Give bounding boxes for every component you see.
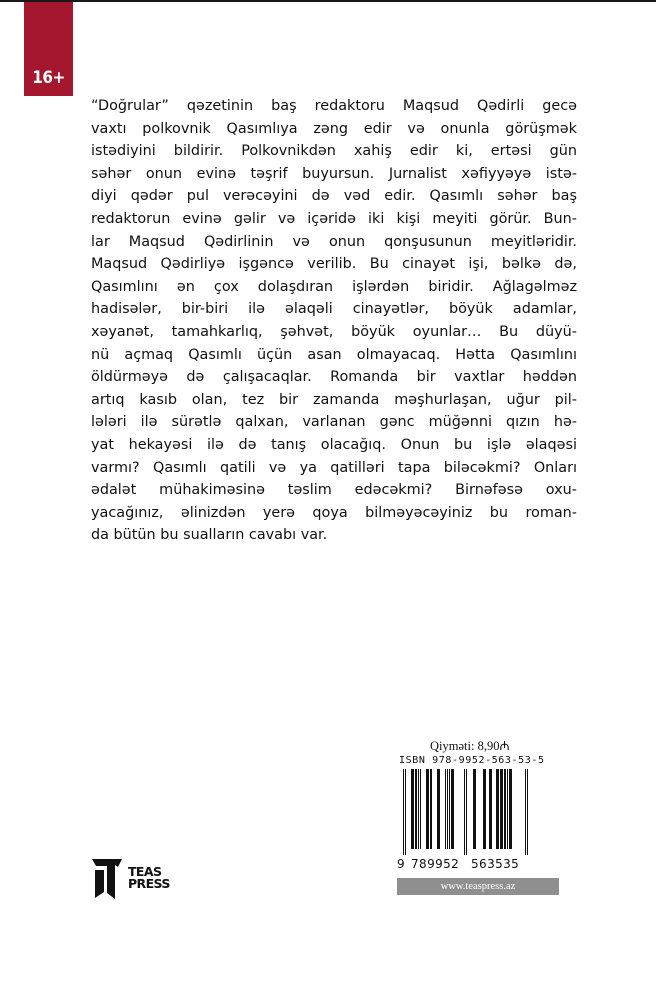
blurb-line: yacağınız, əlinizdən yerə qoya bilməyəcəyiniz bu roman- <box>91 504 577 521</box>
blurb-line: yat hekayəsi ilə də tanış olacağıq. Onun bu işlə əlaqəsi <box>91 436 577 453</box>
publisher-name-line1: TEAS <box>128 864 162 879</box>
barcode-bar <box>420 769 421 849</box>
blurb-line: redaktorun evinə gəlir və içəridə iki kişi meyiti görür. Bun- <box>91 210 577 227</box>
blurb-line: vaxtı polkovnik Qasımlıya zəng edir və onunla görüşmək <box>91 120 577 137</box>
barcode-bar <box>445 769 446 849</box>
top-border-line <box>0 0 656 2</box>
blurb-line: “Doğrular” qəzetinin baş redaktoru Maqsud Qədirli gecə <box>91 98 577 114</box>
barcode-bar <box>449 769 450 849</box>
barcode-image <box>403 769 529 855</box>
barcode-guard-bar <box>464 769 465 855</box>
barcode-bar <box>504 769 506 849</box>
barcode-bar <box>430 769 432 849</box>
blurb-line: lar Maqsud Qədirlinin və onun qonşusunun meyitləridir. <box>91 233 577 250</box>
barcode-bar <box>447 769 448 849</box>
blurb-line: öldürməyə də çalışacaqlar. Romanda bir vaxtlar həddən <box>91 369 577 386</box>
barcode-guard-bar <box>466 769 467 855</box>
barcode-bar <box>473 769 476 849</box>
book-blurb <box>91 95 577 547</box>
barcode-bar <box>418 769 419 849</box>
website-bar <box>397 878 559 895</box>
barcode-bar <box>507 769 508 849</box>
barcode-bar <box>489 769 492 849</box>
barcode-guard-bar <box>527 769 528 855</box>
barcode-bar <box>437 769 440 849</box>
barcode-bar <box>451 769 454 849</box>
blurb-line: hadisələr, bir-biri ilə əlaqəli cinayətlər, böyük adamlar, <box>91 301 577 318</box>
barcode-bar <box>415 769 417 849</box>
blurb-line: da bütün bu sualların cavabı var. <box>91 527 328 544</box>
blurb-line: istədiyini bildirir. Polkovnikdən xahiş edir ki, ertəsi gün <box>91 143 577 160</box>
barcode-bar <box>500 769 503 849</box>
barcode-first-digit: 9 <box>397 857 406 871</box>
price-label: Qiymәti: 8,90₼ <box>430 739 510 753</box>
barcode-guard-bar <box>405 769 406 855</box>
website-url[interactable]: www.teaspress.az <box>440 881 516 892</box>
barcode-bar <box>509 769 512 849</box>
blurb-line: səhər onun evinə təşrif buyursun. Jurnalist xəfiyyəyə istə- <box>91 165 577 182</box>
blurb-line: lələri ilə sürətlə qalxan, varlanan gənc müğənni qızın hə- <box>91 414 577 431</box>
blurb-line: diyi qədər pul verəcəyini də vəd edir. Qasımlı səhər baş <box>91 188 577 205</box>
age-rating-label: 16+ <box>32 68 65 88</box>
blurb-line: Maqsud Qədirliyə işgəncə verilib. Bu cinayət işi, bəlkə də, <box>91 256 577 273</box>
barcode-guard-bar <box>525 769 526 855</box>
teas-press-logo-icon <box>91 857 123 901</box>
blurb-line: Qasımlını ən çox dolaşdıran işlərdən biridir. Ağlagəlməz <box>91 278 577 295</box>
blurb-line: artıq kasıb olan, tez bir zamanda məşhurlaşan, uğur pil- <box>91 391 577 408</box>
blurb-line: varmı? Qasımlı qatili və ya qatilləri tapa biləcəkmi? Onları <box>91 459 577 476</box>
publisher-logo <box>91 857 181 901</box>
barcode-left-digits: 789952 <box>411 857 460 871</box>
barcode-bar <box>426 769 429 849</box>
blurb-line: ədalət mühakiməsinə təslim edəcəkmi? Birnəfəsə oxu- <box>91 482 577 499</box>
age-rating-badge <box>24 2 73 96</box>
barcode-right-digits: 563535 <box>471 857 520 871</box>
barcode-bar <box>496 769 499 849</box>
blurb-line: xəyanət, tamahkarlıq, şəhvət, böyük oyunlar… Bu düyü- <box>91 323 577 340</box>
barcode-bar <box>411 769 414 849</box>
barcode-guard-bar <box>403 769 404 855</box>
blurb-line: nü açmaq Qasımlı üçün asan olmayacaq. Hətta Qasımlını <box>91 346 577 363</box>
publisher-name-line2: PRESS <box>128 876 170 891</box>
barcode-bar <box>483 769 486 849</box>
isbn-label: ISBN 978-9952-563-53-5 <box>399 755 545 766</box>
